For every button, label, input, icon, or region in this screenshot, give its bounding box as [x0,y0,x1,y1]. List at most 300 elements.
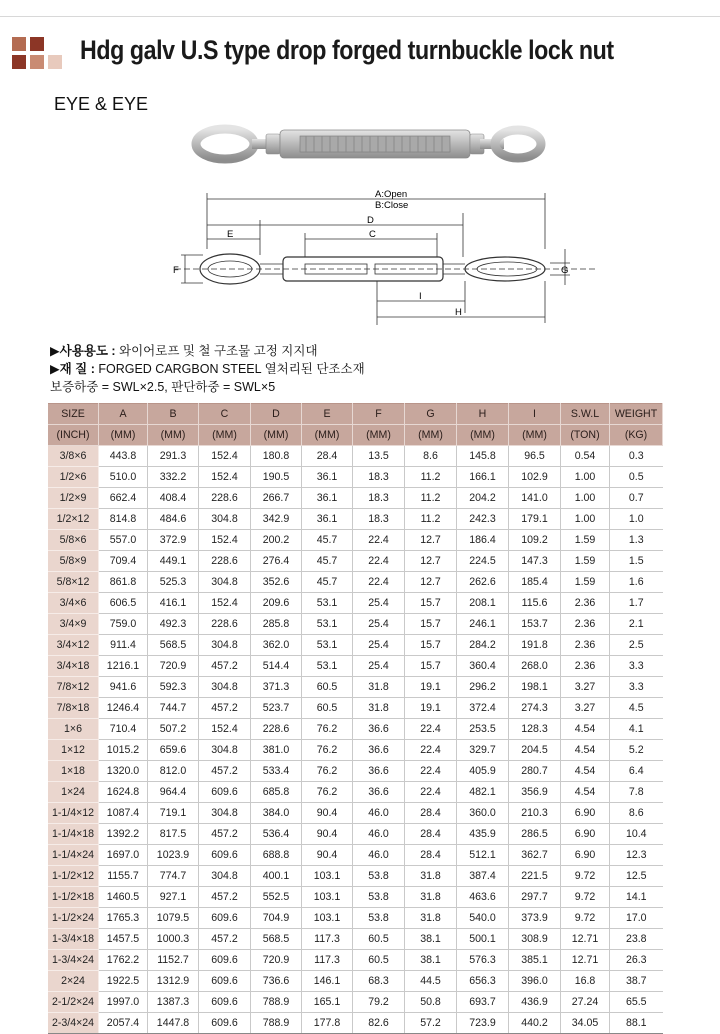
size-cell: 1-3/4×24 [48,950,99,971]
value-cell: 457.2 [199,887,251,908]
value-cell: 457.2 [199,929,251,950]
value-cell: 10.4 [610,824,663,845]
value-cell: 381.0 [251,740,302,761]
value-cell: 656.3 [457,971,509,992]
size-cell: 7/8×12 [48,677,99,698]
header-cell: E [302,404,353,425]
value-cell: 592.3 [148,677,199,698]
header-cell: (INCH) [48,425,99,446]
value-cell: 166.1 [457,467,509,488]
value-cell: 1000.3 [148,929,199,950]
header-cell: (TON) [561,425,610,446]
table-row [48,761,663,782]
table-row [48,719,663,740]
value-cell: 25.4 [353,656,405,677]
value-cell: 342.9 [251,509,302,530]
value-cell: 13.5 [353,446,405,467]
value-cell: 88.1 [610,1013,663,1034]
label-e: E [227,229,234,240]
value-cell: 11.2 [405,509,457,530]
value-cell: 1922.5 [99,971,148,992]
value-cell: 268.0 [509,656,561,677]
value-cell: 362.0 [251,635,302,656]
value-cell: 76.2 [302,740,353,761]
value-cell: 2.36 [561,656,610,677]
size-cell: 1-1/4×12 [48,803,99,824]
turnbuckle-photo [190,116,550,176]
header-cell: C [199,404,251,425]
value-cell: 3.3 [610,656,663,677]
value-cell: 57.2 [405,1013,457,1034]
value-cell: 76.2 [302,719,353,740]
value-cell: 3.27 [561,677,610,698]
value-cell: 22.4 [405,761,457,782]
value-cell: 1.7 [610,593,663,614]
value-cell: 179.1 [509,509,561,530]
value-cell: 19.1 [405,698,457,719]
label-a: A:Open [375,189,408,200]
value-cell: 28.4 [405,803,457,824]
header-cell: (MM) [99,425,148,446]
value-cell: 15.7 [405,614,457,635]
value-cell: 408.4 [148,488,199,509]
value-cell: 228.6 [199,614,251,635]
table-row [48,803,663,824]
value-cell: 387.4 [457,866,509,887]
value-cell: 38.1 [405,929,457,950]
size-cell: 1-1/4×24 [48,845,99,866]
value-cell: 1762.2 [99,950,148,971]
value-cell: 2.36 [561,614,610,635]
value-cell: 90.4 [302,845,353,866]
value-cell: 8.6 [405,446,457,467]
usage-notes [50,342,365,396]
value-cell: 4.54 [561,761,610,782]
value-cell: 1624.8 [99,782,148,803]
value-cell: 814.8 [99,509,148,530]
value-cell: 36.1 [302,467,353,488]
value-cell: 723.9 [457,1013,509,1034]
value-cell: 400.1 [251,866,302,887]
value-cell: 609.6 [199,950,251,971]
size-cell: 1/2×6 [48,467,99,488]
table-row [48,887,663,908]
value-cell: 19.1 [405,677,457,698]
header-row [48,404,663,425]
value-cell: 53.1 [302,614,353,635]
value-cell: 53.1 [302,593,353,614]
size-cell: 7/8×18 [48,698,99,719]
value-cell: 964.4 [148,782,199,803]
value-cell: 109.2 [509,530,561,551]
value-cell: 9.72 [561,908,610,929]
value-cell: 440.2 [509,1013,561,1034]
value-cell: 9.72 [561,866,610,887]
table-row [48,908,663,929]
value-cell: 1447.8 [148,1013,199,1034]
value-cell: 15.7 [405,593,457,614]
value-cell: 274.3 [509,698,561,719]
size-cell: 1×6 [48,719,99,740]
value-cell: 1.5 [610,551,663,572]
table-row [48,593,663,614]
header-cell: (KG) [610,425,663,446]
value-cell: 568.5 [148,635,199,656]
value-cell: 609.6 [199,992,251,1013]
value-cell: 396.0 [509,971,561,992]
value-cell: 12.3 [610,845,663,866]
value-cell: 12.71 [561,929,610,950]
value-cell: 606.5 [99,593,148,614]
value-cell: 1460.5 [99,887,148,908]
size-cell: 1-1/4×18 [48,824,99,845]
logo-squares [12,37,70,73]
table-row [48,572,663,593]
table-row [48,950,663,971]
value-cell: 1457.5 [99,929,148,950]
value-cell: 0.7 [610,488,663,509]
note-usage: ▶사용용도 : 와이어로프 및 철 구조물 고정 지지대 [50,344,318,358]
value-cell: 34.05 [561,1013,610,1034]
note-load: 보증하중 = SWL×2.5, 판단하중 = SWL×5 [50,380,276,394]
value-cell: 352.6 [251,572,302,593]
value-cell: 6.90 [561,845,610,866]
label-b: B:Close [375,200,409,211]
value-cell: 507.2 [148,719,199,740]
value-cell: 4.54 [561,782,610,803]
value-cell: 552.5 [251,887,302,908]
value-cell: 720.9 [148,656,199,677]
value-cell: 46.0 [353,824,405,845]
value-cell: 492.3 [148,614,199,635]
table-row [48,824,663,845]
value-cell: 18.3 [353,488,405,509]
value-cell: 360.4 [457,656,509,677]
value-cell: 304.8 [199,740,251,761]
table-row [48,551,663,572]
value-cell: 304.8 [199,677,251,698]
value-cell: 500.1 [457,929,509,950]
size-cell: 2-3/4×24 [48,1013,99,1034]
value-cell: 141.0 [509,488,561,509]
value-cell: 45.7 [302,572,353,593]
value-cell: 362.7 [509,845,561,866]
value-cell: 296.2 [457,677,509,698]
value-cell: 60.5 [353,950,405,971]
value-cell: 152.4 [199,446,251,467]
value-cell: 304.8 [199,572,251,593]
value-cell: 512.1 [457,845,509,866]
value-cell: 11.2 [405,488,457,509]
value-cell: 18.3 [353,467,405,488]
value-cell: 443.8 [99,446,148,467]
value-cell: 12.7 [405,530,457,551]
value-cell: 253.5 [457,719,509,740]
table-row [48,530,663,551]
value-cell: 1997.0 [99,992,148,1013]
table-row [48,614,663,635]
value-cell: 774.7 [148,866,199,887]
value-cell: 0.54 [561,446,610,467]
value-cell: 185.4 [509,572,561,593]
header-cell: A [99,404,148,425]
value-cell: 228.6 [199,488,251,509]
value-cell: 18.3 [353,509,405,530]
value-cell: 360.0 [457,803,509,824]
value-cell: 416.1 [148,593,199,614]
size-cell: 1-1/2×18 [48,887,99,908]
table-row [48,635,663,656]
value-cell: 38.7 [610,971,663,992]
value-cell: 291.3 [148,446,199,467]
header-cell: (MM) [405,425,457,446]
value-cell: 115.6 [509,593,561,614]
value-cell: 384.0 [251,803,302,824]
value-cell: 1.59 [561,530,610,551]
table-row [48,656,663,677]
size-cell: 5/8×12 [48,572,99,593]
value-cell: 609.6 [199,971,251,992]
table-row [48,866,663,887]
value-cell: 1152.7 [148,950,199,971]
value-cell: 103.1 [302,887,353,908]
label-f: F [173,265,179,276]
value-cell: 76.2 [302,761,353,782]
value-cell: 457.2 [199,656,251,677]
value-cell: 356.9 [509,782,561,803]
value-cell: 1246.4 [99,698,148,719]
label-h: H [455,307,462,318]
label-d: D [367,215,374,226]
value-cell: 103.1 [302,908,353,929]
value-cell: 68.3 [353,971,405,992]
value-cell: 719.1 [148,803,199,824]
header-cell: F [353,404,405,425]
value-cell: 190.5 [251,467,302,488]
value-cell: 329.7 [457,740,509,761]
value-cell: 152.4 [199,530,251,551]
spec-table [48,403,663,1034]
value-cell: 1155.7 [99,866,148,887]
header-cell: (MM) [199,425,251,446]
value-cell: 31.8 [405,908,457,929]
value-cell: 50.8 [405,992,457,1013]
value-cell: 276.4 [251,551,302,572]
value-cell: 36.6 [353,740,405,761]
header-cell: (MM) [509,425,561,446]
value-cell: 177.8 [302,1013,353,1034]
value-cell: 128.3 [509,719,561,740]
value-cell: 31.8 [405,887,457,908]
value-cell: 457.2 [199,698,251,719]
table-row [48,677,663,698]
header-cell: H [457,404,509,425]
value-cell: 146.1 [302,971,353,992]
value-cell: 53.1 [302,635,353,656]
table-row [48,845,663,866]
header-cell: SIZE [48,404,99,425]
value-cell: 1.00 [561,509,610,530]
value-cell: 385.1 [509,950,561,971]
value-cell: 76.2 [302,782,353,803]
value-cell: 26.3 [610,950,663,971]
value-cell: 14.1 [610,887,663,908]
value-cell: 457.2 [199,761,251,782]
table-row [48,929,663,950]
table-row [48,740,663,761]
value-cell: 372.9 [148,530,199,551]
value-cell: 304.8 [199,866,251,887]
value-cell: 209.6 [251,593,302,614]
value-cell: 25.4 [353,614,405,635]
value-cell: 228.6 [251,719,302,740]
value-cell: 1079.5 [148,908,199,929]
value-cell: 242.3 [457,509,509,530]
table-row [48,971,663,992]
value-cell: 372.4 [457,698,509,719]
value-cell: 12.71 [561,950,610,971]
value-cell: 1697.0 [99,845,148,866]
value-cell: 22.4 [405,719,457,740]
size-cell: 1×18 [48,761,99,782]
header-cell: (MM) [457,425,509,446]
value-cell: 152.4 [199,593,251,614]
value-cell: 280.7 [509,761,561,782]
value-cell: 262.6 [457,572,509,593]
value-cell: 266.7 [251,488,302,509]
value-cell: 60.5 [302,698,353,719]
size-cell: 1-1/2×24 [48,908,99,929]
value-cell: 153.7 [509,614,561,635]
value-cell: 28.4 [405,824,457,845]
label-i: I [419,291,422,302]
value-cell: 103.1 [302,866,353,887]
value-cell: 12.7 [405,572,457,593]
value-cell: 284.2 [457,635,509,656]
value-cell: 15.7 [405,635,457,656]
header-cell: (MM) [302,425,353,446]
value-cell: 568.5 [251,929,302,950]
value-cell: 662.4 [99,488,148,509]
value-cell: 53.8 [353,887,405,908]
value-cell: 1015.2 [99,740,148,761]
value-cell: 533.4 [251,761,302,782]
value-cell: 191.8 [509,635,561,656]
value-cell: 4.1 [610,719,663,740]
table-row [48,509,663,530]
value-cell: 28.4 [405,845,457,866]
value-cell: 709.4 [99,551,148,572]
page-title: Hdg galv U.S type drop forged turnbuckle lock nut [80,35,614,65]
value-cell: 96.5 [509,446,561,467]
value-cell: 15.7 [405,656,457,677]
value-cell: 208.1 [457,593,509,614]
value-cell: 4.54 [561,719,610,740]
value-cell: 25.4 [353,635,405,656]
value-cell: 911.4 [99,635,148,656]
value-cell: 12.5 [610,866,663,887]
value-cell: 688.8 [251,845,302,866]
value-cell: 0.5 [610,467,663,488]
value-cell: 152.4 [199,467,251,488]
value-cell: 2.1 [610,614,663,635]
value-cell: 286.5 [509,824,561,845]
value-cell: 1087.4 [99,803,148,824]
size-cell: 3/4×6 [48,593,99,614]
value-cell: 204.2 [457,488,509,509]
value-cell: 1023.9 [148,845,199,866]
value-cell: 685.8 [251,782,302,803]
value-cell: 609.6 [199,1013,251,1034]
header-cell: (MM) [353,425,405,446]
header-cell: (MM) [251,425,302,446]
value-cell: 117.3 [302,950,353,971]
header-cell: I [509,404,561,425]
value-cell: 710.4 [99,719,148,740]
value-cell: 27.24 [561,992,610,1013]
value-cell: 36.1 [302,509,353,530]
value-cell: 44.5 [405,971,457,992]
table-row [48,488,663,509]
value-cell: 31.8 [353,698,405,719]
value-cell: 1.00 [561,467,610,488]
value-cell: 25.4 [353,593,405,614]
value-cell: 3.27 [561,698,610,719]
value-cell: 28.4 [302,446,353,467]
value-cell: 9.72 [561,887,610,908]
value-cell: 457.2 [199,824,251,845]
dimension-drawing [165,185,605,335]
value-cell: 90.4 [302,803,353,824]
header-cell: (MM) [148,425,199,446]
value-cell: 22.4 [405,782,457,803]
value-cell: 4.54 [561,740,610,761]
value-cell: 82.6 [353,1013,405,1034]
value-cell: 788.9 [251,1013,302,1034]
value-cell: 22.4 [353,551,405,572]
value-cell: 102.9 [509,467,561,488]
value-cell: 484.6 [148,509,199,530]
value-cell: 514.4 [251,656,302,677]
value-cell: 2.36 [561,593,610,614]
value-cell: 22.4 [353,572,405,593]
table-row [48,782,663,803]
value-cell: 435.9 [457,824,509,845]
value-cell: 285.8 [251,614,302,635]
value-cell: 704.9 [251,908,302,929]
value-cell: 200.2 [251,530,302,551]
table-row [48,446,663,467]
value-cell: 1.6 [610,572,663,593]
value-cell: 304.8 [199,635,251,656]
value-cell: 609.6 [199,782,251,803]
value-cell: 4.5 [610,698,663,719]
size-cell: 1/2×9 [48,488,99,509]
value-cell: 38.1 [405,950,457,971]
value-cell: 2.5 [610,635,663,656]
value-cell: 17.0 [610,908,663,929]
value-cell: 536.4 [251,824,302,845]
size-cell: 3/4×9 [48,614,99,635]
value-cell: 2057.4 [99,1013,148,1034]
value-cell: 788.9 [251,992,302,1013]
value-cell: 6.90 [561,803,610,824]
size-cell: 5/8×9 [48,551,99,572]
value-cell: 22.4 [405,740,457,761]
value-cell: 186.4 [457,530,509,551]
header-cell: D [251,404,302,425]
size-cell: 5/8×6 [48,530,99,551]
